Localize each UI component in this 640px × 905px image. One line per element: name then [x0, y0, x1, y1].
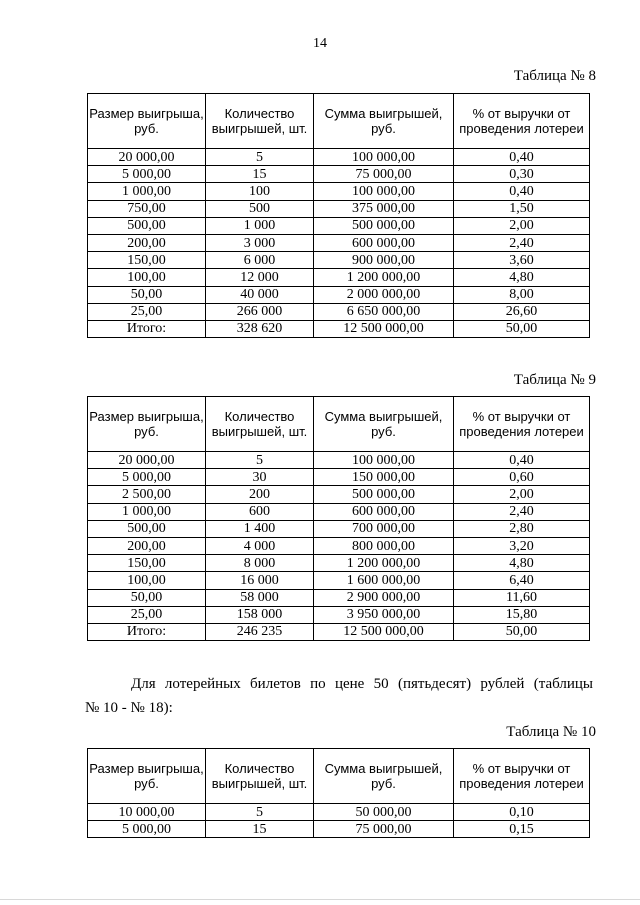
cell-count: 158 000 [206, 606, 314, 623]
paragraph-line-1: Для лотерейных билетов по цене 50 (пятьдесят) рублей (таблицы [131, 676, 593, 692]
cell-prize: 20 000,00 [88, 149, 206, 166]
cell-count: 15 [206, 166, 314, 183]
table-row [88, 486, 590, 503]
cell-count: 15 [206, 821, 314, 838]
page-number: 14 [313, 36, 327, 51]
cell-prize: 500,00 [88, 520, 206, 537]
cell-count: 4 000 [206, 537, 314, 554]
cell-sum: 600 000,00 [314, 234, 454, 251]
table-row [88, 217, 590, 234]
cell-count: 266 000 [206, 303, 314, 320]
cell-percent: 3,60 [454, 252, 590, 269]
cell-count: 5 [206, 149, 314, 166]
table-row [88, 821, 590, 838]
table-row [88, 804, 590, 821]
cell-percent: 4,80 [454, 555, 590, 572]
cell-percent: 0,15 [454, 821, 590, 838]
cell-prize: 1 000,00 [88, 183, 206, 200]
cell-prize: 5 000,00 [88, 166, 206, 183]
cell-sum: 12 500 000,00 [314, 320, 454, 337]
cell-sum: 500 000,00 [314, 486, 454, 503]
cell-count: 58 000 [206, 589, 314, 606]
cell-percent: 0,10 [454, 804, 590, 821]
cell-prize: 50,00 [88, 589, 206, 606]
cell-percent: 2,00 [454, 217, 590, 234]
table-row [88, 183, 590, 200]
cell-prize: 25,00 [88, 606, 206, 623]
prize-table-10 [87, 748, 590, 838]
paragraph-line-2: № 10 - № 18): [85, 700, 173, 716]
cell-count: 3 000 [206, 234, 314, 251]
table-row [88, 149, 590, 166]
cell-percent: 0,30 [454, 166, 590, 183]
header-percent: % от выручки от проведения лотереи [454, 94, 590, 149]
cell-sum: 3 950 000,00 [314, 606, 454, 623]
cell-count: 1 400 [206, 520, 314, 537]
cell-count: 8 000 [206, 555, 314, 572]
cell-sum: 100 000,00 [314, 183, 454, 200]
header-count: Количество выигрышей, шт. [206, 94, 314, 149]
cell-sum: 150 000,00 [314, 469, 454, 486]
cell-percent: 2,40 [454, 234, 590, 251]
header-sum: Сумма выигрышей, руб. [314, 94, 454, 149]
cell-sum: 100 000,00 [314, 149, 454, 166]
cell-prize: 5 000,00 [88, 469, 206, 486]
table-row [88, 252, 590, 269]
cell-sum: 50 000,00 [314, 804, 454, 821]
cell-percent: 4,80 [454, 269, 590, 286]
cell-sum: 375 000,00 [314, 200, 454, 217]
cell-prize: 150,00 [88, 555, 206, 572]
table-row [88, 286, 590, 303]
cell-count: 328 620 [206, 320, 314, 337]
prize-table-9 [87, 396, 590, 641]
cell-prize: 200,00 [88, 234, 206, 251]
table-row [88, 166, 590, 183]
prize-table-8 [87, 93, 590, 338]
table-caption: Таблица № 9 [513, 372, 596, 388]
cell-percent: 1,50 [454, 200, 590, 217]
cell-prize: 5 000,00 [88, 821, 206, 838]
cell-sum: 12 500 000,00 [314, 623, 454, 640]
cell-percent: 2,80 [454, 520, 590, 537]
table-row [88, 269, 590, 286]
cell-sum: 500 000,00 [314, 217, 454, 234]
cell-count: 200 [206, 486, 314, 503]
cell-percent: 50,00 [454, 623, 590, 640]
cell-percent: 2,40 [454, 503, 590, 520]
table-row [88, 452, 590, 469]
table-row [88, 589, 590, 606]
cell-sum: 100 000,00 [314, 452, 454, 469]
cell-sum: 1 200 000,00 [314, 269, 454, 286]
cell-prize: Итого: [88, 320, 206, 337]
cell-prize: 750,00 [88, 200, 206, 217]
header-prize: Размер выигрыша, руб. [88, 397, 206, 452]
cell-percent: 0,60 [454, 469, 590, 486]
cell-prize: 10 000,00 [88, 804, 206, 821]
cell-sum: 6 650 000,00 [314, 303, 454, 320]
cell-percent: 15,80 [454, 606, 590, 623]
header-sum: Сумма выигрышей, руб. [314, 397, 454, 452]
cell-prize: 150,00 [88, 252, 206, 269]
cell-prize: 100,00 [88, 269, 206, 286]
table-row [88, 320, 590, 337]
cell-percent: 0,40 [454, 452, 590, 469]
table-row [88, 520, 590, 537]
cell-sum: 2 000 000,00 [314, 286, 454, 303]
table-row [88, 200, 590, 217]
table-row [88, 537, 590, 554]
cell-sum: 2 900 000,00 [314, 589, 454, 606]
table-row [88, 572, 590, 589]
cell-percent: 6,40 [454, 572, 590, 589]
table-row [88, 234, 590, 251]
cell-prize: 100,00 [88, 572, 206, 589]
cell-sum: 1 600 000,00 [314, 572, 454, 589]
cell-count: 100 [206, 183, 314, 200]
cell-count: 30 [206, 469, 314, 486]
header-count: Количество выигрышей, шт. [206, 749, 314, 804]
cell-prize: 2 500,00 [88, 486, 206, 503]
header-prize: Размер выигрыша, руб. [88, 94, 206, 149]
cell-count: 246 235 [206, 623, 314, 640]
cell-percent: 8,00 [454, 286, 590, 303]
body-paragraph [85, 672, 593, 720]
table-row [88, 303, 590, 320]
cell-count: 40 000 [206, 286, 314, 303]
header-prize: Размер выигрыша, руб. [88, 749, 206, 804]
cell-prize: 200,00 [88, 537, 206, 554]
table-row [88, 469, 590, 486]
cell-prize: 50,00 [88, 286, 206, 303]
table-row [88, 623, 590, 640]
table-row [88, 606, 590, 623]
header-percent: % от выручки от проведения лотереи [454, 397, 590, 452]
table-caption: Таблица № 8 [513, 68, 596, 84]
header-percent: % от выручки от проведения лотереи [454, 749, 590, 804]
cell-count: 5 [206, 804, 314, 821]
cell-percent: 0,40 [454, 149, 590, 166]
cell-sum: 800 000,00 [314, 537, 454, 554]
cell-count: 1 000 [206, 217, 314, 234]
cell-prize: 500,00 [88, 217, 206, 234]
table-caption: Таблица № 10 [506, 724, 596, 740]
table-row [88, 555, 590, 572]
cell-percent: 2,00 [454, 486, 590, 503]
cell-percent: 50,00 [454, 320, 590, 337]
cell-count: 600 [206, 503, 314, 520]
cell-sum: 75 000,00 [314, 821, 454, 838]
cell-count: 6 000 [206, 252, 314, 269]
page-edge-line [0, 899, 640, 900]
cell-percent: 0,40 [454, 183, 590, 200]
cell-prize: 1 000,00 [88, 503, 206, 520]
table-row [88, 503, 590, 520]
header-count: Количество выигрышей, шт. [206, 397, 314, 452]
cell-sum: 700 000,00 [314, 520, 454, 537]
cell-prize: Итого: [88, 623, 206, 640]
cell-percent: 26,60 [454, 303, 590, 320]
header-sum: Сумма выигрышей, руб. [314, 749, 454, 804]
cell-count: 16 000 [206, 572, 314, 589]
cell-count: 5 [206, 452, 314, 469]
cell-sum: 1 200 000,00 [314, 555, 454, 572]
cell-sum: 900 000,00 [314, 252, 454, 269]
cell-percent: 11,60 [454, 589, 590, 606]
cell-count: 500 [206, 200, 314, 217]
cell-prize: 25,00 [88, 303, 206, 320]
cell-count: 12 000 [206, 269, 314, 286]
cell-percent: 3,20 [454, 537, 590, 554]
cell-sum: 600 000,00 [314, 503, 454, 520]
cell-sum: 75 000,00 [314, 166, 454, 183]
cell-prize: 20 000,00 [88, 452, 206, 469]
